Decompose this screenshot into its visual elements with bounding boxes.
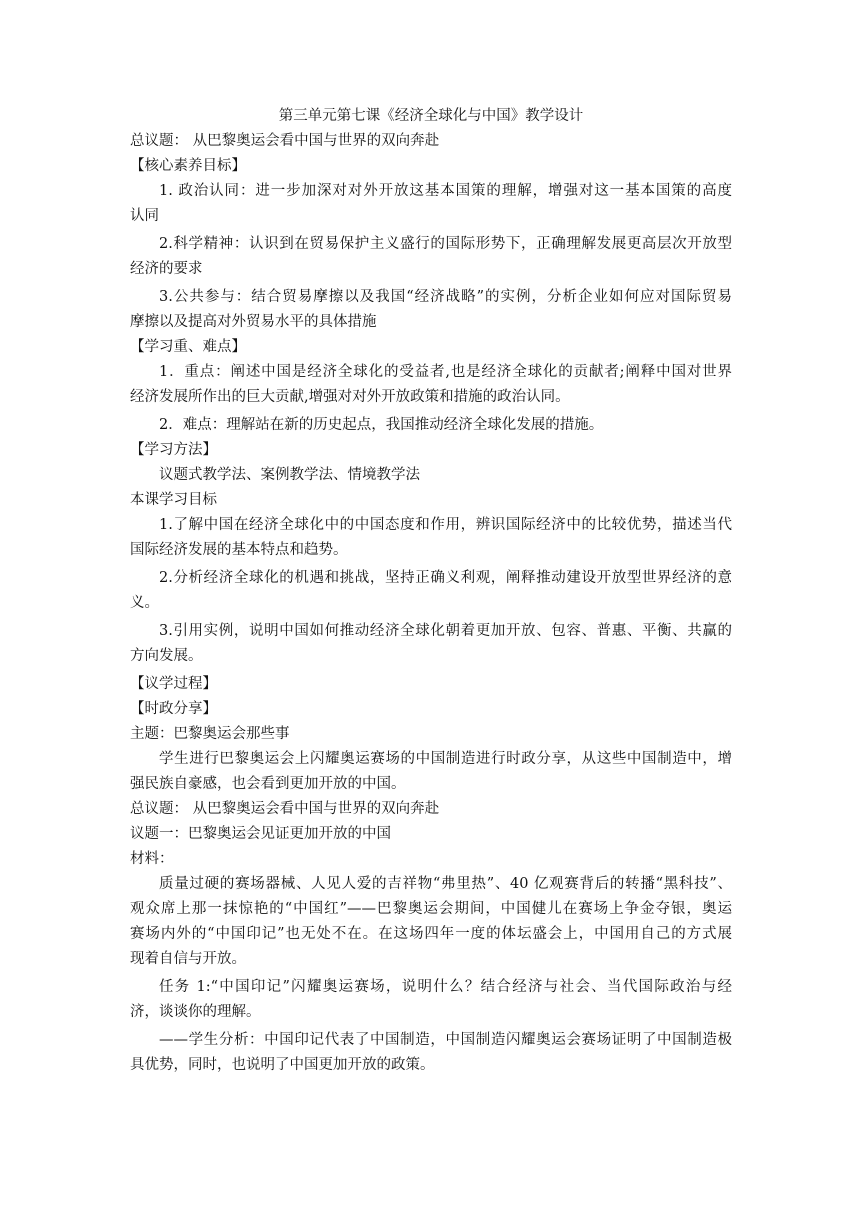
key-point-1-line1: 1．重点：阐述中国是经济全球化的受益者,也是经济全球化的贡献者;阐释中国对世界	[159, 364, 732, 380]
material-line1: 质量过硬的赛场器械、人见人爱的吉祥物“弗里热”、40 亿观赛背后的转播“黑科技”、	[159, 876, 732, 892]
core-goal-3-line2: 摩擦以及提高对外贸易水平的具体措施	[130, 314, 377, 330]
lesson-goal-3-line2: 方向发展。	[130, 648, 203, 664]
overall-topic: 总议题： 从巴黎奥运会看中国与世界的双向奔赴	[130, 133, 440, 149]
subtopic-1: 议题一：巴黎奥运会见证更加开放的中国	[130, 826, 391, 842]
share-line2: 强民族自豪感，也会看到更加开放的中国。	[130, 776, 406, 792]
lesson-goal-3-line1: 3.引用实例，说明中国如何推动经济全球化朝着更加开放、包容、普惠、平衡、共赢的	[159, 623, 732, 639]
document-title: 第三单元第七课《经济全球化与中国》教学设计	[278, 108, 584, 124]
news-share-heading: 【时政分享】	[130, 701, 217, 717]
process-heading: 【议学过程】	[130, 676, 217, 692]
lesson-goals-heading: 本课学习目标	[130, 492, 217, 508]
lesson-goal-1-line2: 国际经济发展的基本特点和趋势。	[130, 542, 348, 558]
core-goal-1-line2: 认同	[130, 208, 159, 224]
key-point-2: 2．难点：理解站在新的历史起点，我国推动经济全球化发展的措施。	[159, 417, 604, 433]
methods-text: 议题式教学法、案例教学法、情境教学法	[159, 467, 420, 483]
analysis-line2: 具优势，同时，也说明了中国更加开放的政策。	[130, 1057, 435, 1073]
lesson-goal-2-line2: 义。	[130, 595, 159, 611]
task-1-line1: 任务 1:“中国印记”闪耀奥运赛场，说明什么？结合经济与社会、当代国际政治与经	[159, 979, 732, 995]
core-goal-2-line2: 经济的要求	[130, 261, 203, 277]
material-line4: 现着自信与开放。	[130, 951, 246, 967]
core-goal-2-line1: 2.科学精神：认识到在贸易保护主义盛行的国际形势下，正确理解发展更高层次开放型	[159, 236, 732, 252]
theme-line: 主题：巴黎奥运会那些事	[130, 726, 290, 742]
key-points-heading: 【学习重、难点】	[130, 339, 246, 355]
core-goal-1-line1: 1. 政治认同：进一步加深对对外开放这基本国策的理解，增强对这一基本国策的高度	[159, 183, 732, 199]
lesson-goal-1-line1: 1.了解中国在经济全球化中的中国态度和作用，辨识国际经济中的比较优势，描述当代	[159, 517, 732, 533]
methods-heading: 【学习方法】	[130, 442, 217, 458]
overall-topic-repeat: 总议题： 从巴黎奥运会看中国与世界的双向奔赴	[130, 801, 440, 817]
material-line3: 赛场内外的“中国印记”也无处不在。在这场四年一度的体坛盛会上，中国用自己的方式展	[130, 926, 732, 942]
core-goal-3-line1: 3.公共参与：结合贸易摩擦以及我国“经济战略”的实例，分析企业如何应对国际贸易	[159, 289, 732, 305]
document-body	[130, 104, 732, 1078]
task-1-line2: 济，谈谈你的理解。	[130, 1004, 261, 1020]
analysis-line1: ——学生分析：中国印记代表了中国制造，中国制造闪耀奥运会赛场证明了中国制造极	[159, 1032, 732, 1048]
core-goals-heading: 【核心素养目标】	[130, 158, 246, 174]
material-line2: 观众席上那一抹惊艳的“中国红”——巴黎奥运会期间，中国健儿在赛场上争金夺银，奥运	[130, 901, 732, 917]
key-point-1-line2: 经济发展所作出的巨大贡献,增强对对外开放政策和措施的政治认同。	[130, 389, 570, 405]
material-label: 材料：	[130, 851, 174, 867]
lesson-goal-2-line1: 2.分析经济全球化的机遇和挑战，坚持正确义利观，阐释推动建设开放型世界经济的意	[159, 570, 732, 586]
share-line1: 学生进行巴黎奥运会上闪耀奥运赛场的中国制造进行时政分享，从这些中国制造中，增	[159, 751, 732, 767]
